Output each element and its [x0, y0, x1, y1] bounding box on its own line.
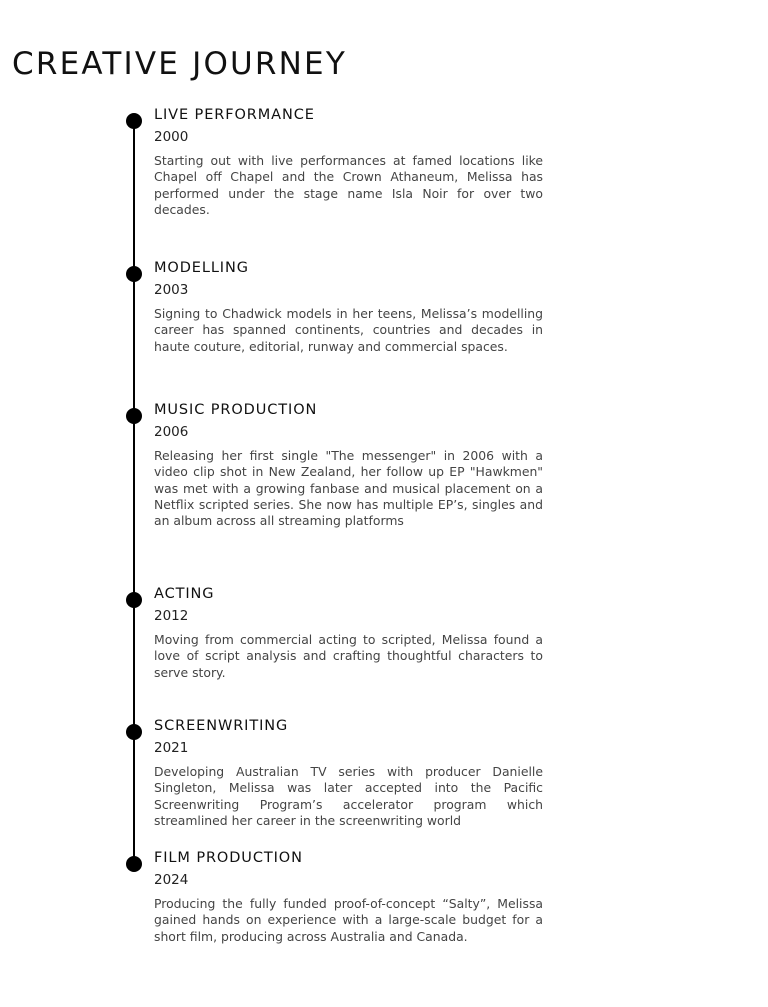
timeline-dot-icon	[126, 408, 142, 424]
entry-title: LIVE PERFORMANCE	[154, 107, 315, 123]
entry-year: 2000	[154, 129, 189, 145]
entry-title: FILM PRODUCTION	[154, 850, 303, 866]
timeline-dot-icon	[126, 724, 142, 740]
entry-title: ACTING	[154, 586, 215, 602]
entry-year: 2003	[154, 282, 189, 298]
entry-year: 2012	[154, 608, 189, 624]
timeline-dot-icon	[126, 592, 142, 608]
entry-description: Signing to Chadwick models in her teens, Melissa’s modelling career has spanned continents, countries and decades in haute couture, editorial, runway and commercial spaces.	[154, 306, 543, 354]
entry-year: 2021	[154, 740, 189, 756]
entry-description: Producing the fully funded proof-of-concept “Salty”, Melissa gained hands on experience with a large-scale budget for a short film, producing across Australia and Canada.	[154, 896, 543, 944]
entry-year: 2024	[154, 872, 189, 888]
entry-description: Releasing her first single "The messenger" in 2006 with a video clip shot in New Zealand, her follow up EP "Hawkmen" was met with a growing fanbase and musical placement on a Netflix scripted series. She now has multiple EP’s, singles and an album across all streaming platforms	[154, 448, 543, 529]
entry-year: 2006	[154, 424, 189, 440]
entry-description: Moving from commercial acting to scripted, Melissa found a love of script analysis and crafting thoughtful characters to serve story.	[154, 632, 543, 680]
timeline-dot-icon	[126, 856, 142, 872]
entry-title: MODELLING	[154, 260, 249, 276]
timeline-line	[133, 121, 135, 864]
entry-title: SCREENWRITING	[154, 718, 289, 734]
entry-description: Starting out with live performances at famed locations like Chapel off Chapel and the Crown Athaneum, Melissa has performed under the stage name Isla Noir for over two decades.	[154, 153, 543, 217]
entry-description: Developing Australian TV series with producer Danielle Singleton, Melissa was later accepted into the Pacific Screenwriting Program’s accelerator program which streamlined her career in the screenwriting world	[154, 764, 543, 828]
page-title: CREATIVE JOURNEY	[12, 46, 347, 82]
entry-title: MUSIC PRODUCTION	[154, 402, 318, 418]
timeline-dot-icon	[126, 266, 142, 282]
timeline-dot-icon	[126, 113, 142, 129]
